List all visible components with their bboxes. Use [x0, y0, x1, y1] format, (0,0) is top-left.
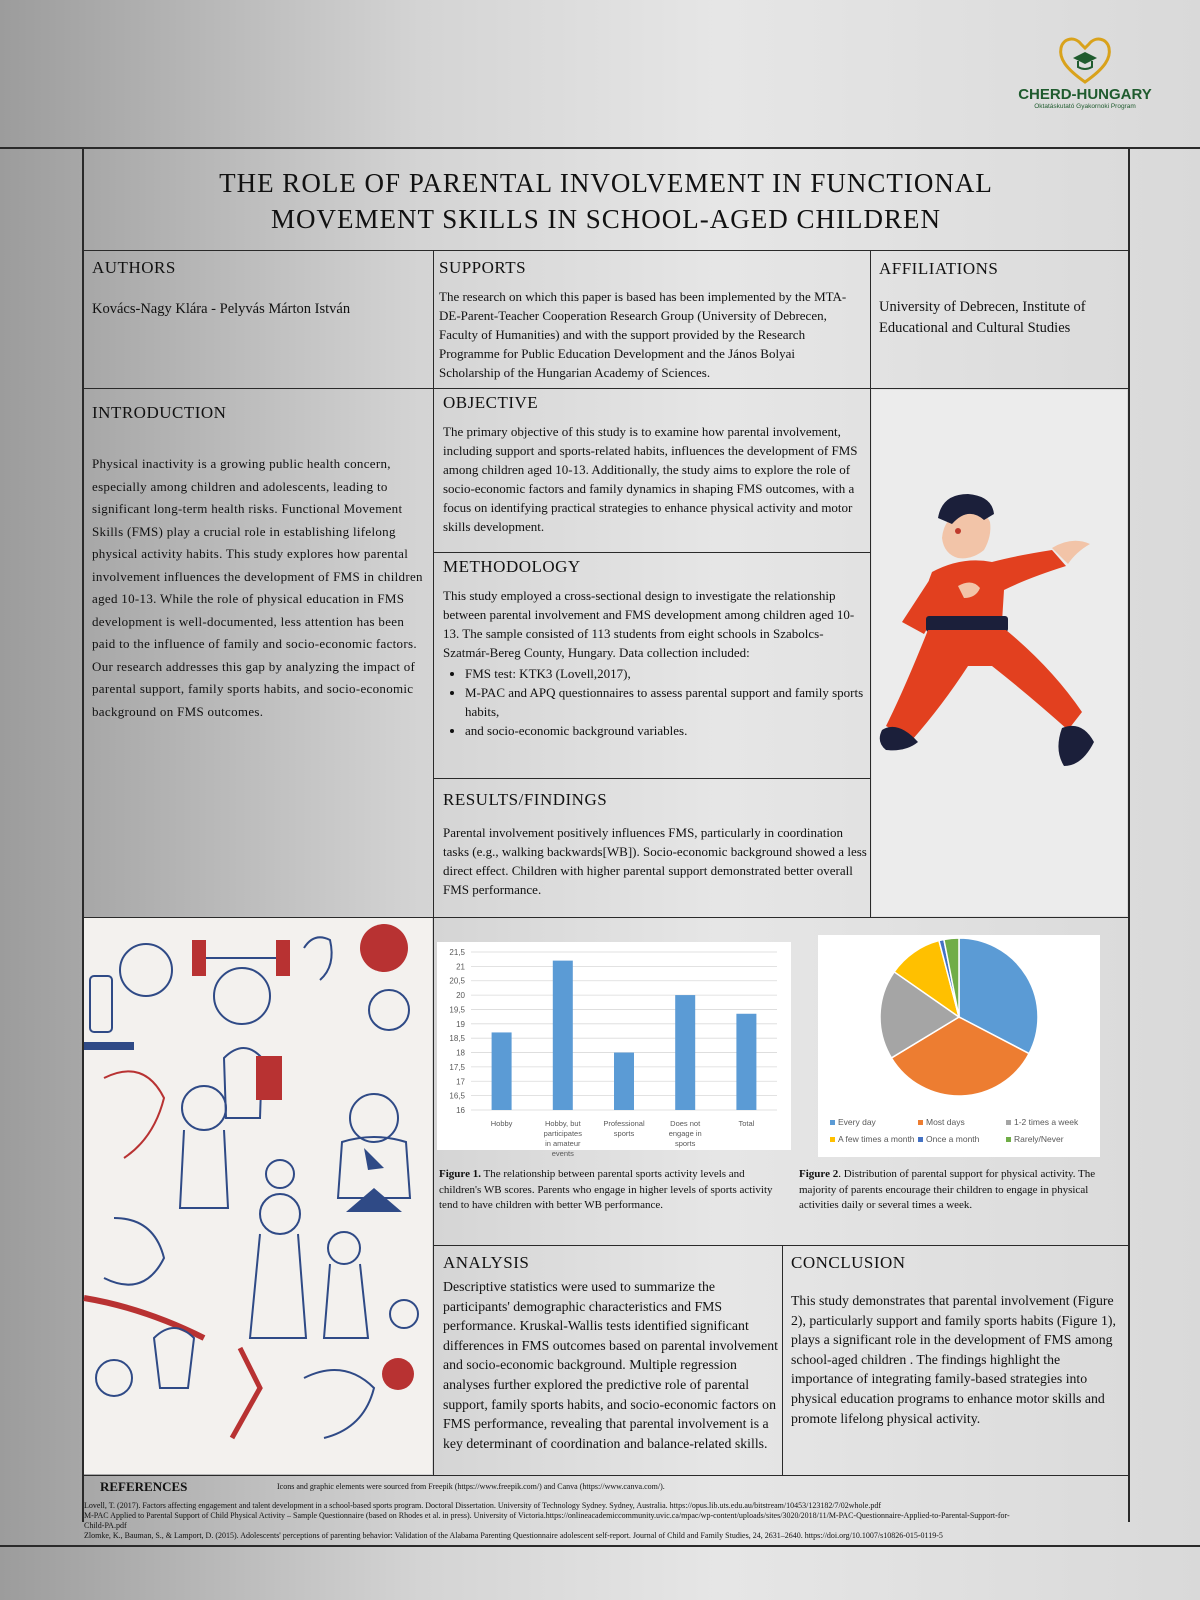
y-tick-label: 16	[456, 1106, 465, 1115]
methodology-section	[443, 557, 868, 740]
x-tick-label: Total	[738, 1119, 755, 1128]
authors-section	[92, 258, 422, 319]
y-tick-label: 17,5	[449, 1062, 465, 1072]
objective-heading: OBJECTIVE	[443, 393, 539, 412]
references-credit: Icons and graphic elements were sourced from Freepik (https://www.freepik.com/) and Canva (https://www.canva.com/).	[277, 1482, 665, 1491]
y-tick-label: 18	[456, 1048, 465, 1058]
methodology-heading: METHODOLOGY	[443, 557, 581, 576]
title-line-2: MOVEMENT SKILLS IN SCHOOL-AGED CHILDREN	[271, 204, 941, 234]
legend-swatch	[1006, 1137, 1011, 1142]
poster-title	[84, 165, 1128, 237]
reference-item: M-PAC Applied to Parental Support of Child Physical Activity – Sample Questionnaire (based on Rhodes et al. in press). University of Victoria.https://onlineacademiccommunity.uvic.ca/mpac/wp-content/uploads/sites/3020/2018/11/M-PAC-Questionnaire-Applied-to-Parental-Support-for-	[84, 1511, 1010, 1520]
x-tick-label: Professional sports	[603, 1119, 645, 1138]
affiliations-heading: AFFILIATIONS	[879, 259, 999, 278]
x-tick-label: Does not engage in sports	[668, 1119, 702, 1148]
bar	[553, 961, 573, 1110]
logo-name: CHERD-HUNGARY	[1018, 86, 1152, 103]
objective-text: The primary objective of this study is to examine how parental involvement, including support and sports-related habits, influences the development of FMS among children aged 10-13. Additionally, the study aims to explore the role of socio-economic factors and family dynamics in shaping FMS outcomes, with a focus on identifying practical strategies to enhance physical activity and motor skills development.	[443, 424, 858, 534]
supports-heading: SUPPORTS	[439, 258, 527, 277]
y-tick-label: 21,5	[449, 948, 465, 957]
y-tick-label: 19	[456, 1019, 465, 1029]
sports-doodle-illustration	[84, 918, 432, 1474]
reference-item: Child-PA.pdf	[84, 1521, 127, 1530]
analysis-text: Descriptive statistics were used to summarize the participants' demographic characteristics and FMS performance. Kruskal-Wallis tests identified significant differences in FMS outcomes based on parental involvement and socio-economic background. Multiple regression analyses further explored the predictive role of parental support, family sports habits, and socio-economic factors on FMS performance, revealing that parental involvement is a key determinant of coordination and balance-related skills.	[443, 1279, 779, 1451]
figure1-caption	[439, 1167, 784, 1214]
legend-label: 1-2 times a week	[1014, 1117, 1079, 1127]
legend-label: Most days	[926, 1117, 965, 1127]
logo-subtitle: Oktatáskutató Gyakornoki Program	[1034, 103, 1136, 110]
conclusion-text: This study demonstrates that parental involvement (Figure 2), particularly support and family sports habits (Figure 1), plays a significant role in the development of FMS among school-aged children . The findings highlight the importance of integrating family-based strategies into physical education programs to enhance motor skills and promote lifelong physical activity.	[791, 1293, 1116, 1426]
bar-chart-svg	[437, 942, 791, 1158]
legend-swatch	[918, 1137, 923, 1142]
analysis-section	[443, 1253, 778, 1453]
figure2-caption	[799, 1167, 1119, 1214]
figure1-label: Figure 1.	[439, 1168, 481, 1180]
analysis-heading: ANALYSIS	[443, 1253, 530, 1272]
logo-heart-cap-icon	[1055, 34, 1115, 86]
y-tick-label: 21	[456, 962, 465, 972]
y-tick-label: 16,5	[449, 1091, 465, 1101]
bar	[492, 1032, 512, 1110]
introduction-heading: INTRODUCTION	[92, 403, 227, 422]
y-tick-label: 20,5	[449, 976, 465, 986]
legend-swatch	[830, 1120, 835, 1125]
results-text: Parental involvement positively influences FMS, particularly in coordination tasks (e.g., walking backwards[WB]). Socio-economic background showed a less direct effect. Children with higher parental support demonstrated better overall FMS performance.	[443, 825, 867, 897]
martial-arts-illustration	[872, 390, 1127, 916]
bar	[736, 1014, 756, 1110]
results-section	[443, 790, 868, 899]
methodology-list	[465, 664, 868, 740]
bar-chart	[437, 942, 791, 1158]
legend-swatch	[918, 1120, 923, 1125]
list-item: • M-PAC and APQ questionnaires to assess parental support and family sports habits,	[465, 683, 868, 721]
figure2-caption-text: . Distribution of parental support for physical activity. The majority of parents encourage their children to engage in physical activities daily or several times a week.	[799, 1168, 1096, 1211]
title-line-1: THE ROLE OF PARENTAL INVOLVEMENT IN FUNCTIONAL	[219, 168, 993, 198]
introduction-section	[92, 403, 426, 723]
affiliations-section	[879, 259, 1124, 339]
supports-section	[439, 258, 851, 382]
authors-text: Kovács-Nagy Klára - Pelyvás Márton István	[92, 301, 351, 317]
legend-swatch	[830, 1137, 835, 1142]
pie-chart	[818, 935, 1100, 1157]
authors-heading: AUTHORS	[92, 258, 176, 277]
y-tick-label: 19,5	[449, 1005, 465, 1015]
legend-label: Once a month	[926, 1134, 980, 1144]
y-tick-label: 20	[456, 991, 465, 1001]
objective-section	[443, 393, 868, 536]
legend-label: A few times a month	[838, 1134, 915, 1144]
pie-chart-svg	[818, 935, 1100, 1157]
list-item: • and socio-economic background variables.	[465, 721, 868, 740]
supports-text: The research on which this paper is based has been implemented by the MTA-DE-Parent-Teacher Cooperation Research Group (University of Debrecen, Faculty of Humanities) and with the support provided by the Research Programme for Public Education Development and the János Bolyai Scholarship of the Hungarian Academy of Sciences.	[439, 289, 847, 380]
references-heading: REFERENCES	[100, 1479, 188, 1494]
y-tick-label: 17	[456, 1077, 465, 1087]
introduction-text: Physical inactivity is a growing public health concern, especially among children and adolescents, leading to significant long-term health risks. Functional Movement Skills (FMS) play a crucial role in establishing lifelong physical activity habits. This study explores how parental involvement influences the development of FMS in children aged 10-13. While the role of physical education in FMS development is well-documented, less attention has been paid to the influence of family and socio-economic factors. Our research addresses this gap by analyzing the impact of parental support, family sports habits, and socio-economic background on FMS outcomes.	[92, 456, 423, 719]
affiliations-text: University of Debrecen, Institute of Educational and Cultural Studies	[879, 299, 1086, 336]
list-item: • FMS test: KTK3 (Lovell,2017),	[465, 664, 868, 683]
y-tick-label: 18,5	[449, 1034, 465, 1044]
methodology-text: This study employed a cross-sectional design to investigate the relationship between parental involvement and FMS development among children aged 10-13. The sample consisted of 113 students from eight schools in Szabolcs-Szatmár-Bereg County, Hungary. Data collection included:	[443, 588, 855, 660]
bar	[614, 1053, 634, 1110]
legend-swatch	[1006, 1120, 1011, 1125]
figure2-label: Figure 2	[799, 1168, 839, 1180]
figure1-caption-text: The relationship between parental sports activity levels and children's WB scores. Parents who engage in higher levels of sports activity tend to have children with better WB performance.	[439, 1168, 773, 1211]
references-section	[84, 1477, 1128, 1543]
legend-label: Rarely/Never	[1014, 1134, 1064, 1144]
reference-item: Zlomke, K., Bauman, S., & Lamport, D. (2015). Adolescents' perceptions of parenting behavior: Validation of the Alabama Parenting Questionnaire adolescent self-report. Journal of Child and Family Studies, 24, 2631–2640. https://doi.org/10.1007/s10826-015-0119-5	[84, 1531, 943, 1540]
bar	[675, 995, 695, 1110]
results-heading: RESULTS/FINDINGS	[443, 790, 608, 809]
legend-label: Every day	[838, 1117, 876, 1127]
x-tick-label: Hobby, but participates in amateur events	[543, 1119, 582, 1158]
logo	[1010, 34, 1160, 114]
x-tick-label: Hobby	[490, 1119, 513, 1128]
reference-item: Lovell, T. (2017). Factors affecting engagement and talent development in a school-based sports program. Doctoral Dissertation. University of Technology Sydney. Sydney, Australia. https://opus.lib.uts.edu.au/bitstream/10453/123182/7/02whole.pdf	[84, 1501, 881, 1510]
conclusion-heading: CONCLUSION	[791, 1253, 906, 1272]
conclusion-section	[791, 1253, 1121, 1428]
